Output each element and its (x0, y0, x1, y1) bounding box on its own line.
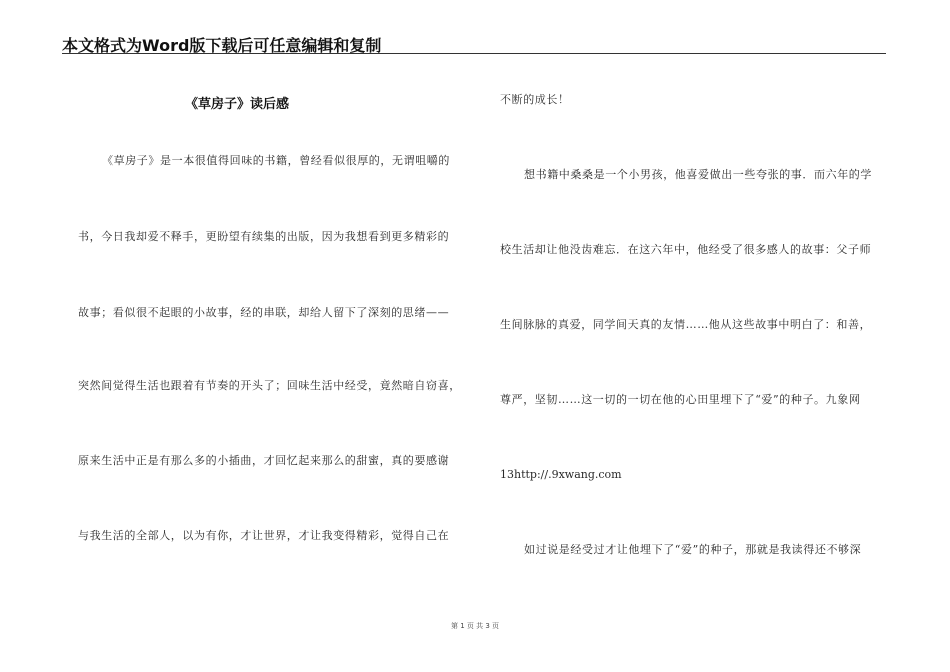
right-line-7: 如过说是经受过才让他埋下了“爱”的种子，那就是我读得还不够深 (524, 543, 862, 556)
right-line-6: 13http://.9xwang.com (500, 468, 622, 481)
left-line-5: 原来生活中正是有那么多的小插曲，才回忆起来那么的甜蜜，真的要感谢 (78, 454, 450, 467)
right-line-3: 校生活却让他没齿难忘．在这六年中，他经受了很多感人的故事：父子师 (500, 243, 872, 256)
page-number-footer: 第 1 页 共 3 页 (450, 622, 500, 630)
right-line-2: 想书籍中桑桑是一个小男孩，他喜爱做出一些夸张的事．而六年的学 (524, 168, 872, 181)
right-line-4: 生间脉脉的真爱，同学间天真的友情……他从这些故事中明白了：和善， (500, 318, 872, 331)
left-line-3: 故事；看似很不起眼的小故事，经的串联，却给人留下了深刻的思绪—— (78, 306, 450, 319)
header-banner: 本文格式为Word版下载后可任意编辑和复制 (62, 36, 382, 55)
left-line-2: 书，今日我却爱不释手，更盼望有续集的出版，因为我想看到更多精彩的 (78, 230, 450, 243)
right-line-1: 不断的成长！ (500, 93, 570, 106)
left-line-1: 《草房子》是一本很值得回味的书籍，曾经看似很厚的，无谓咀嚼的 (102, 154, 450, 167)
document-title: 《草房子》读后感 (185, 97, 290, 112)
right-line-5: 尊严，坚韧……这一切的一切在他的心田里埋下了“爱”的种子。九象网 (500, 393, 861, 406)
left-line-4: 突然间觉得生活也跟着有节奏的开头了；回味生活中经受，竟然暗自窃喜， (78, 379, 461, 392)
header-divider (62, 53, 886, 54)
left-line-6: 与我生活的全部人，以为有你，才让世界，才让我变得精彩，觉得自己在 (78, 529, 450, 542)
